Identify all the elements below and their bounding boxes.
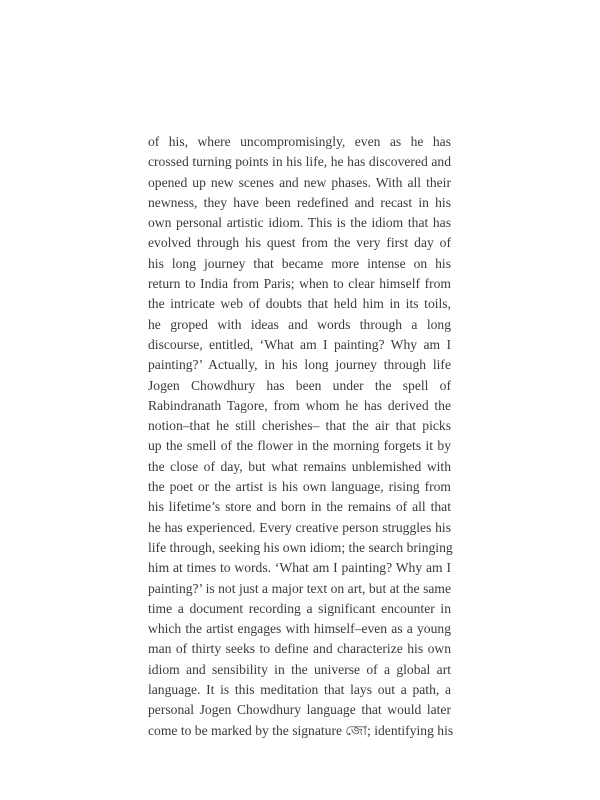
text-line: the close of day, but what remains unblemished with xyxy=(148,458,451,474)
text-line: he groped with ideas and words through a long xyxy=(148,316,451,332)
text-line: painting?’ Actually, in his long journey through life xyxy=(148,357,451,373)
text-line: discourse, entitled, ‘What am I painting? Why am I xyxy=(148,336,451,352)
body-text xyxy=(148,132,454,741)
text-line: life through, seeking his own idiom; the search bringing xyxy=(148,539,453,555)
text-line: Rabindranath Tagore, from whom he has derived the xyxy=(148,397,451,413)
text-line: of his, where uncompromisingly, even as he has xyxy=(148,134,451,149)
text-line: up the smell of the flower in the morning forgets it by xyxy=(148,438,451,454)
text-line: the poet or the artist is his own language, rising from xyxy=(148,479,451,495)
text-line: newness, they have been redefined and recast in his xyxy=(148,194,451,210)
text-line: the intricate web of doubts that held him in its toils, xyxy=(148,296,451,312)
text-line: man of thirty seeks to define and characterize his own xyxy=(148,641,451,657)
text-line: own personal artistic idiom. This is the idiom that has xyxy=(148,215,451,231)
text-line: painting?’ is not just a major text on art, but at the same xyxy=(148,580,451,596)
text-line: return to India from Paris; when to clear himself from xyxy=(148,276,451,292)
text-line: opened up new scenes and new phases. With all their xyxy=(148,174,451,190)
text-line: language. It is this meditation that lays out a path, a xyxy=(148,682,451,698)
text-line: which the artist engages with himself–even as a young xyxy=(148,621,451,637)
text-line: his lifetime’s store and born in the remains of all that xyxy=(148,499,451,515)
text-line: come to be marked by the signature জো; identifying his xyxy=(148,722,454,738)
text-line: he has experienced. Every creative person struggles his xyxy=(148,519,451,535)
text-line: idiom and sensibility in the universe of a global art xyxy=(148,661,451,677)
text-line: him at times to words. ‘What am I painting? Why am I xyxy=(148,560,451,576)
text-line: crossed turning points in his life, he has discovered and xyxy=(148,154,451,170)
text-line: personal Jogen Chowdhury language that would later xyxy=(148,702,451,718)
text-line: time a document recording a significant encounter in xyxy=(148,600,451,616)
text-line: Jogen Chowdhury has been under the spell of xyxy=(148,377,451,393)
text-line: his long journey that became more intense on his xyxy=(148,255,451,271)
text-line: notion–that he still cherishes– that the air that picks xyxy=(148,418,451,434)
text-line: evolved through his quest from the very first day of xyxy=(148,235,451,251)
